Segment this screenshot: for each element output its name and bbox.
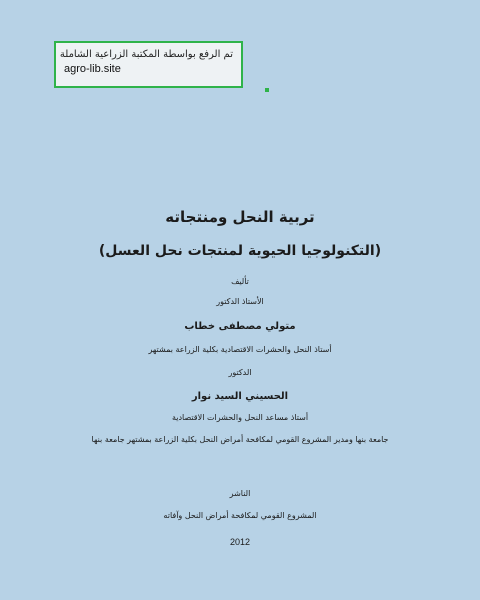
- stamp-text: تم الرفع بواسطة المكتبة الزراعية الشاملة: [59, 49, 233, 60]
- author-label: تأليف: [231, 277, 249, 286]
- green-dot-mark: [265, 88, 269, 92]
- publisher-label: الناشر: [229, 489, 251, 498]
- author2-affiliation: جامعة بنها ومدير المشروع القومي لمكافحة أمراض النحل بكلية الزراعة بمشتهر جامعة بنها: [91, 435, 389, 444]
- book-subtitle: (التكنولوجيا الحيوية لمنتجات نحل العسل): [98, 243, 382, 259]
- publication-year: 2012: [229, 537, 251, 547]
- stamp-url: agro-lib.site: [64, 63, 121, 75]
- library-stamp: [54, 41, 243, 88]
- book-title: تربية النحل ومنتجاته: [165, 208, 315, 226]
- author2-position: أستاذ مساعد النحل والحشرات الاقتصادية: [171, 413, 309, 422]
- publisher-name: المشروع القومي لمكافحة أمراض النحل وآفاته: [163, 511, 317, 520]
- author1-rank: الأستاذ الدكتور: [216, 297, 264, 306]
- author1-position: أستاذ النحل والحشرات الاقتصادية بكلية الزراعة بمشتهر: [148, 345, 332, 354]
- author2-rank: الدكتور: [228, 368, 252, 377]
- author2-name: الحسيني السيد نوار: [191, 391, 289, 402]
- author1-name: متولي مصطفى خطاب: [184, 321, 296, 332]
